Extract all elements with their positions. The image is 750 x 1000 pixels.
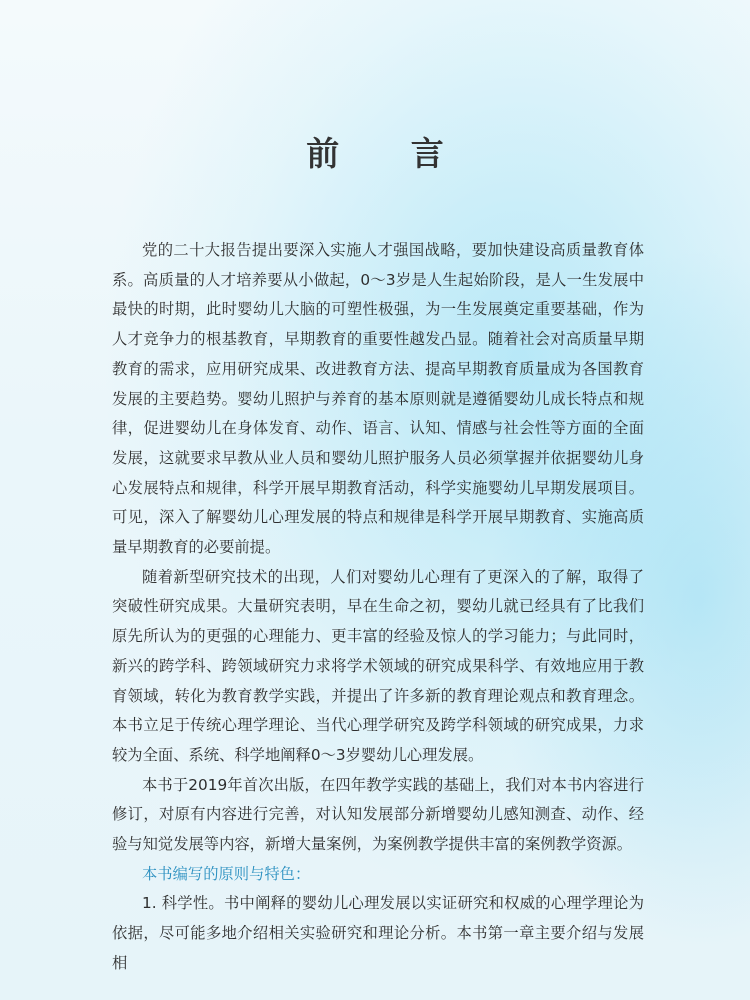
paragraph-1: 党的二十大报告提出要深入实施人才强国战略，要加快建设高质量教育体系。高质量的人才培养要从小做起，0～3岁是人生起始阶段，是人一生发展中最快的时期，此时婴幼儿大脑的可塑性极强，为一生发展奠定重要基础，作为人才竞争力的根基教育，早期教育的重要性越发凸显。随着社会对高质量早期教育的需求，应用研究成果、改进教育方法、提高早期教育质量成为各国教育发展的主要趋势。婴幼儿照护与养育的基本原则就是遵循婴幼儿成长特点和规律，促进婴幼儿在身体发育、动作、语言、认知、情感与社会性等方面的全面发展，这就要求早教从业人员和婴幼儿照护服务人员必须掌握并依据婴幼儿身心发展特点和规律，科学开展早期教育活动，科学实施婴幼儿早期发展项目。可见，深入了解婴幼儿心理发展的特点和规律是科学开展早期教育、实施高质量早期教育的必要前提。 [112,241,644,557]
paragraph-2: 随着新型研究技术的出现，人们对婴幼儿心理有了更深入的了解，取得了突破性研究成果。大量研究表明，早在生命之初，婴幼儿就已经具有了比我们原先所认为的更强的心理能力、更丰富的经验及惊人的学习能力；与此同时，新兴的跨学科、跨领域研究力求将学术领域的研究成果科学、有效地应用于教育领域，转化为教育教学实践，并提出了许多新的教育理论观点和教育理念。本书立足于传统心理学理论、当代心理学研究及跨学科领域的研究成果，力求较为全面、系统、科学地阐释0～3岁婴幼儿心理发展。 [112,567,644,764]
paragraph-3: 本书于2019年首次出版，在四年教学实践的基础上，我们对本书内容进行修订，对原有内容进行完善，对认知发展部分新增婴幼儿感知测查、动作、经验与知觉发展等内容，新增大量案例，为案例教学提供丰富的案例教学资源。 [112,775,644,854]
principle-paragraph: 1. 科学性。书中阐释的婴幼儿心理发展以实证研究和权威的心理学理论为依据，尽可能多地介绍相关实验研究和理论分析。本书第一章主要介绍与发展相 [112,894,644,972]
section-heading: 本书编写的原则与特色： [142,864,311,883]
preface-body [112,236,644,979]
page-title: 前 言 [306,134,474,173]
